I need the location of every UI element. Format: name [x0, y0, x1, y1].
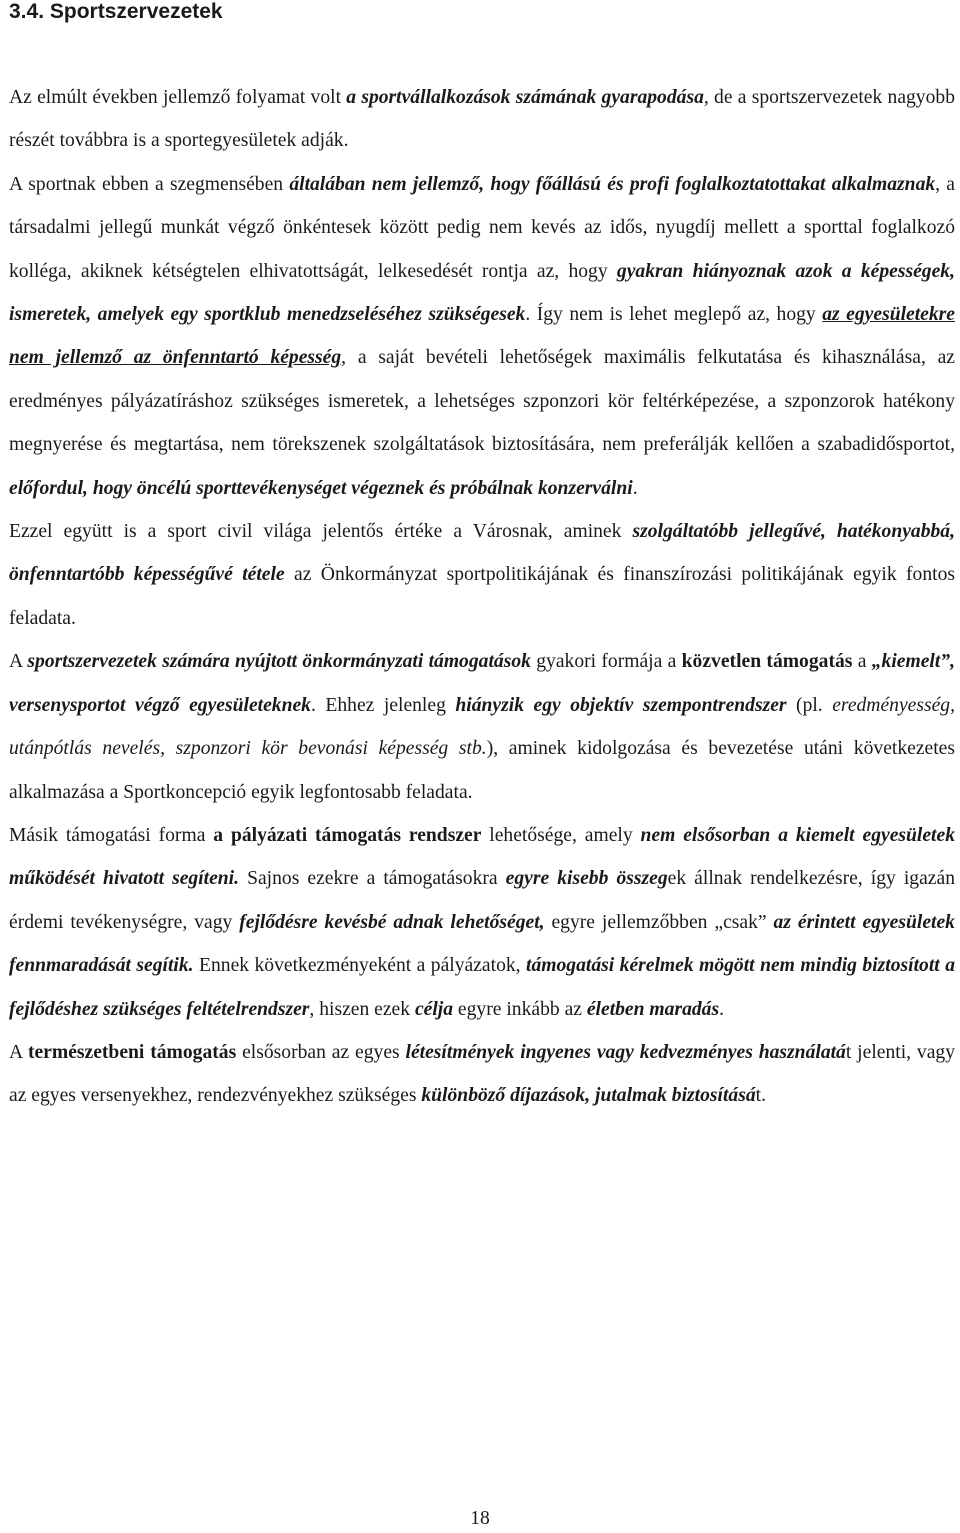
text-run: létesítmények ingyenes vagy kedvezményes használatá	[405, 1041, 846, 1063]
text-run: A	[9, 1041, 28, 1063]
text-run: , a társadalmi jellegű munkát végző önkéntesek között pedig nem kevés az idős, nyugdíj mellett a sporttal foglalkozó kolléga, akiknek kétségtelen elhivatottságát, lelkesedését rontja az, hogy	[9, 173, 955, 282]
text-run: A sportnak ebben a szegmensében	[9, 173, 290, 195]
text-run: , de a sportszervezetek nagyobb részét továbbra is a sportegyesületek adják.	[9, 87, 955, 152]
text-run: sportszervezetek számára nyújtott önkormányzati támogatások	[27, 651, 531, 673]
paragraph-3	[9, 510, 955, 640]
text-run: a	[852, 651, 872, 673]
text-run: közvetlen támogatás	[681, 651, 853, 673]
document-body	[9, 76, 955, 1118]
text-run: egyre kisebb összeg	[505, 868, 668, 890]
text-run: . Ehhez jelenleg	[310, 694, 456, 716]
text-run: a sportvállalkozások számának gyarapodása	[346, 87, 704, 108]
paragraph-1	[9, 76, 955, 163]
text-run: az Önkormányzat sportpolitikájának és finanszírozási politikájának egyik fontos feladata.	[9, 564, 955, 629]
text-run: általában nem jellemző, hogy főállású és profi foglalkoztatottakat alkalmaznak	[289, 173, 936, 195]
text-run: gyakori formája a	[530, 651, 682, 673]
paragraph-4	[9, 640, 955, 814]
text-run: t.	[755, 1085, 766, 1107]
text-run: A	[9, 651, 28, 673]
text-run: . Így nem is lehet meglepő az, hogy	[525, 304, 823, 326]
section-heading: 3.4. Sportszervezetek	[9, 0, 223, 23]
text-run: t jelenti, vagy az egyes versenyekhez, rendezvényekhez szükséges	[9, 1041, 955, 1107]
text-run: támogatási kérelmek mögött nem mindig biztosított a fejlődéshez szükséges feltételrendszer	[9, 955, 955, 1020]
text-run: eredményesség, utánpótlás nevelés, szponzori kör bevonási képesség stb.	[9, 694, 955, 760]
page-number: 18	[470, 1508, 490, 1529]
text-run: előfordul, hogy öncélú sporttevékenységet végeznek és próbálnak konzerválni	[9, 477, 633, 499]
text-run: különböző díjazások, jutalmak biztosításá	[421, 1085, 756, 1107]
text-run: , hiszen ezek	[309, 998, 415, 1020]
text-run: elsősorban az egyes	[236, 1041, 406, 1063]
text-run: (pl.	[786, 694, 833, 716]
text-run: Az elmúlt években jellemző folyamat volt	[9, 87, 347, 108]
text-run: ), aminek kidolgozása és bevezetése utáni következetes alkalmazása a Sportkoncepció egyik legfontosabb feladata.	[9, 738, 955, 803]
text-run: „kiemelt”, versenysportot végző egyesületeknek	[9, 651, 955, 716]
text-run: célja	[414, 998, 454, 1020]
text-run: életben maradás	[586, 998, 720, 1020]
paragraph-6	[9, 1031, 955, 1118]
text-run: Sajnos ezekre a támogatásokra	[239, 868, 506, 890]
text-run: , a saját bevételi lehetőségek maximális felkutatása és kihasználása, az eredményes pályázatíráshoz szükséges ismeretek, a lehetséges szponzori kör feltérképezése, a szponzorok hatékony megnyerése és megtartása, nem törekszenek szolgáltatások biztosítására, nem preferálják kellően a szabadidősportot,	[9, 347, 955, 456]
text-run: .	[719, 998, 725, 1020]
text-run: az érintett egyesületek fennmaradását segítik.	[9, 911, 955, 977]
text-run: .	[632, 477, 638, 499]
text-run: lehetősége, amely	[481, 824, 641, 846]
text-run: nem elsősorban a kiemelt egyesületek működését hivatott segíteni.	[9, 824, 955, 890]
text-run: Ennek következményeként a pályázatok,	[193, 955, 527, 977]
text-run: egyre inkább az	[453, 998, 587, 1020]
text-run: szolgáltatóbb jellegűvé, hatékonyabbá, önfenntartóbb képességűvé tétele	[9, 521, 955, 586]
text-run: hiányzik egy objektív szempontrendszer	[455, 694, 787, 716]
text-run: ek állnak rendelkezésre, így igazán érdemi tevékenységre, vagy	[9, 868, 955, 933]
text-run: fejlődésre kevésbé adnak lehetőséget,	[239, 911, 545, 933]
paragraph-2	[9, 163, 955, 510]
text-run: gyakran hiányoznak azok a képességek, ismeretek, amelyek egy sportklub menedzseléséhez szükségesek	[9, 260, 955, 326]
text-run: természetbeni támogatás	[27, 1041, 237, 1063]
paragraph-5	[9, 814, 955, 1031]
text-run: Másik támogatási forma	[9, 824, 214, 846]
text-run: egyre jellemzőbben „csak”	[544, 911, 774, 933]
text-run: Ezzel együtt is a sport civil világa jelentős értéke a Városnak, aminek	[9, 521, 633, 543]
text-run: az egyesületekre nem jellemző az önfenntartó képesség	[9, 304, 955, 369]
text-run: a pályázati támogatás rendszer	[213, 824, 482, 846]
